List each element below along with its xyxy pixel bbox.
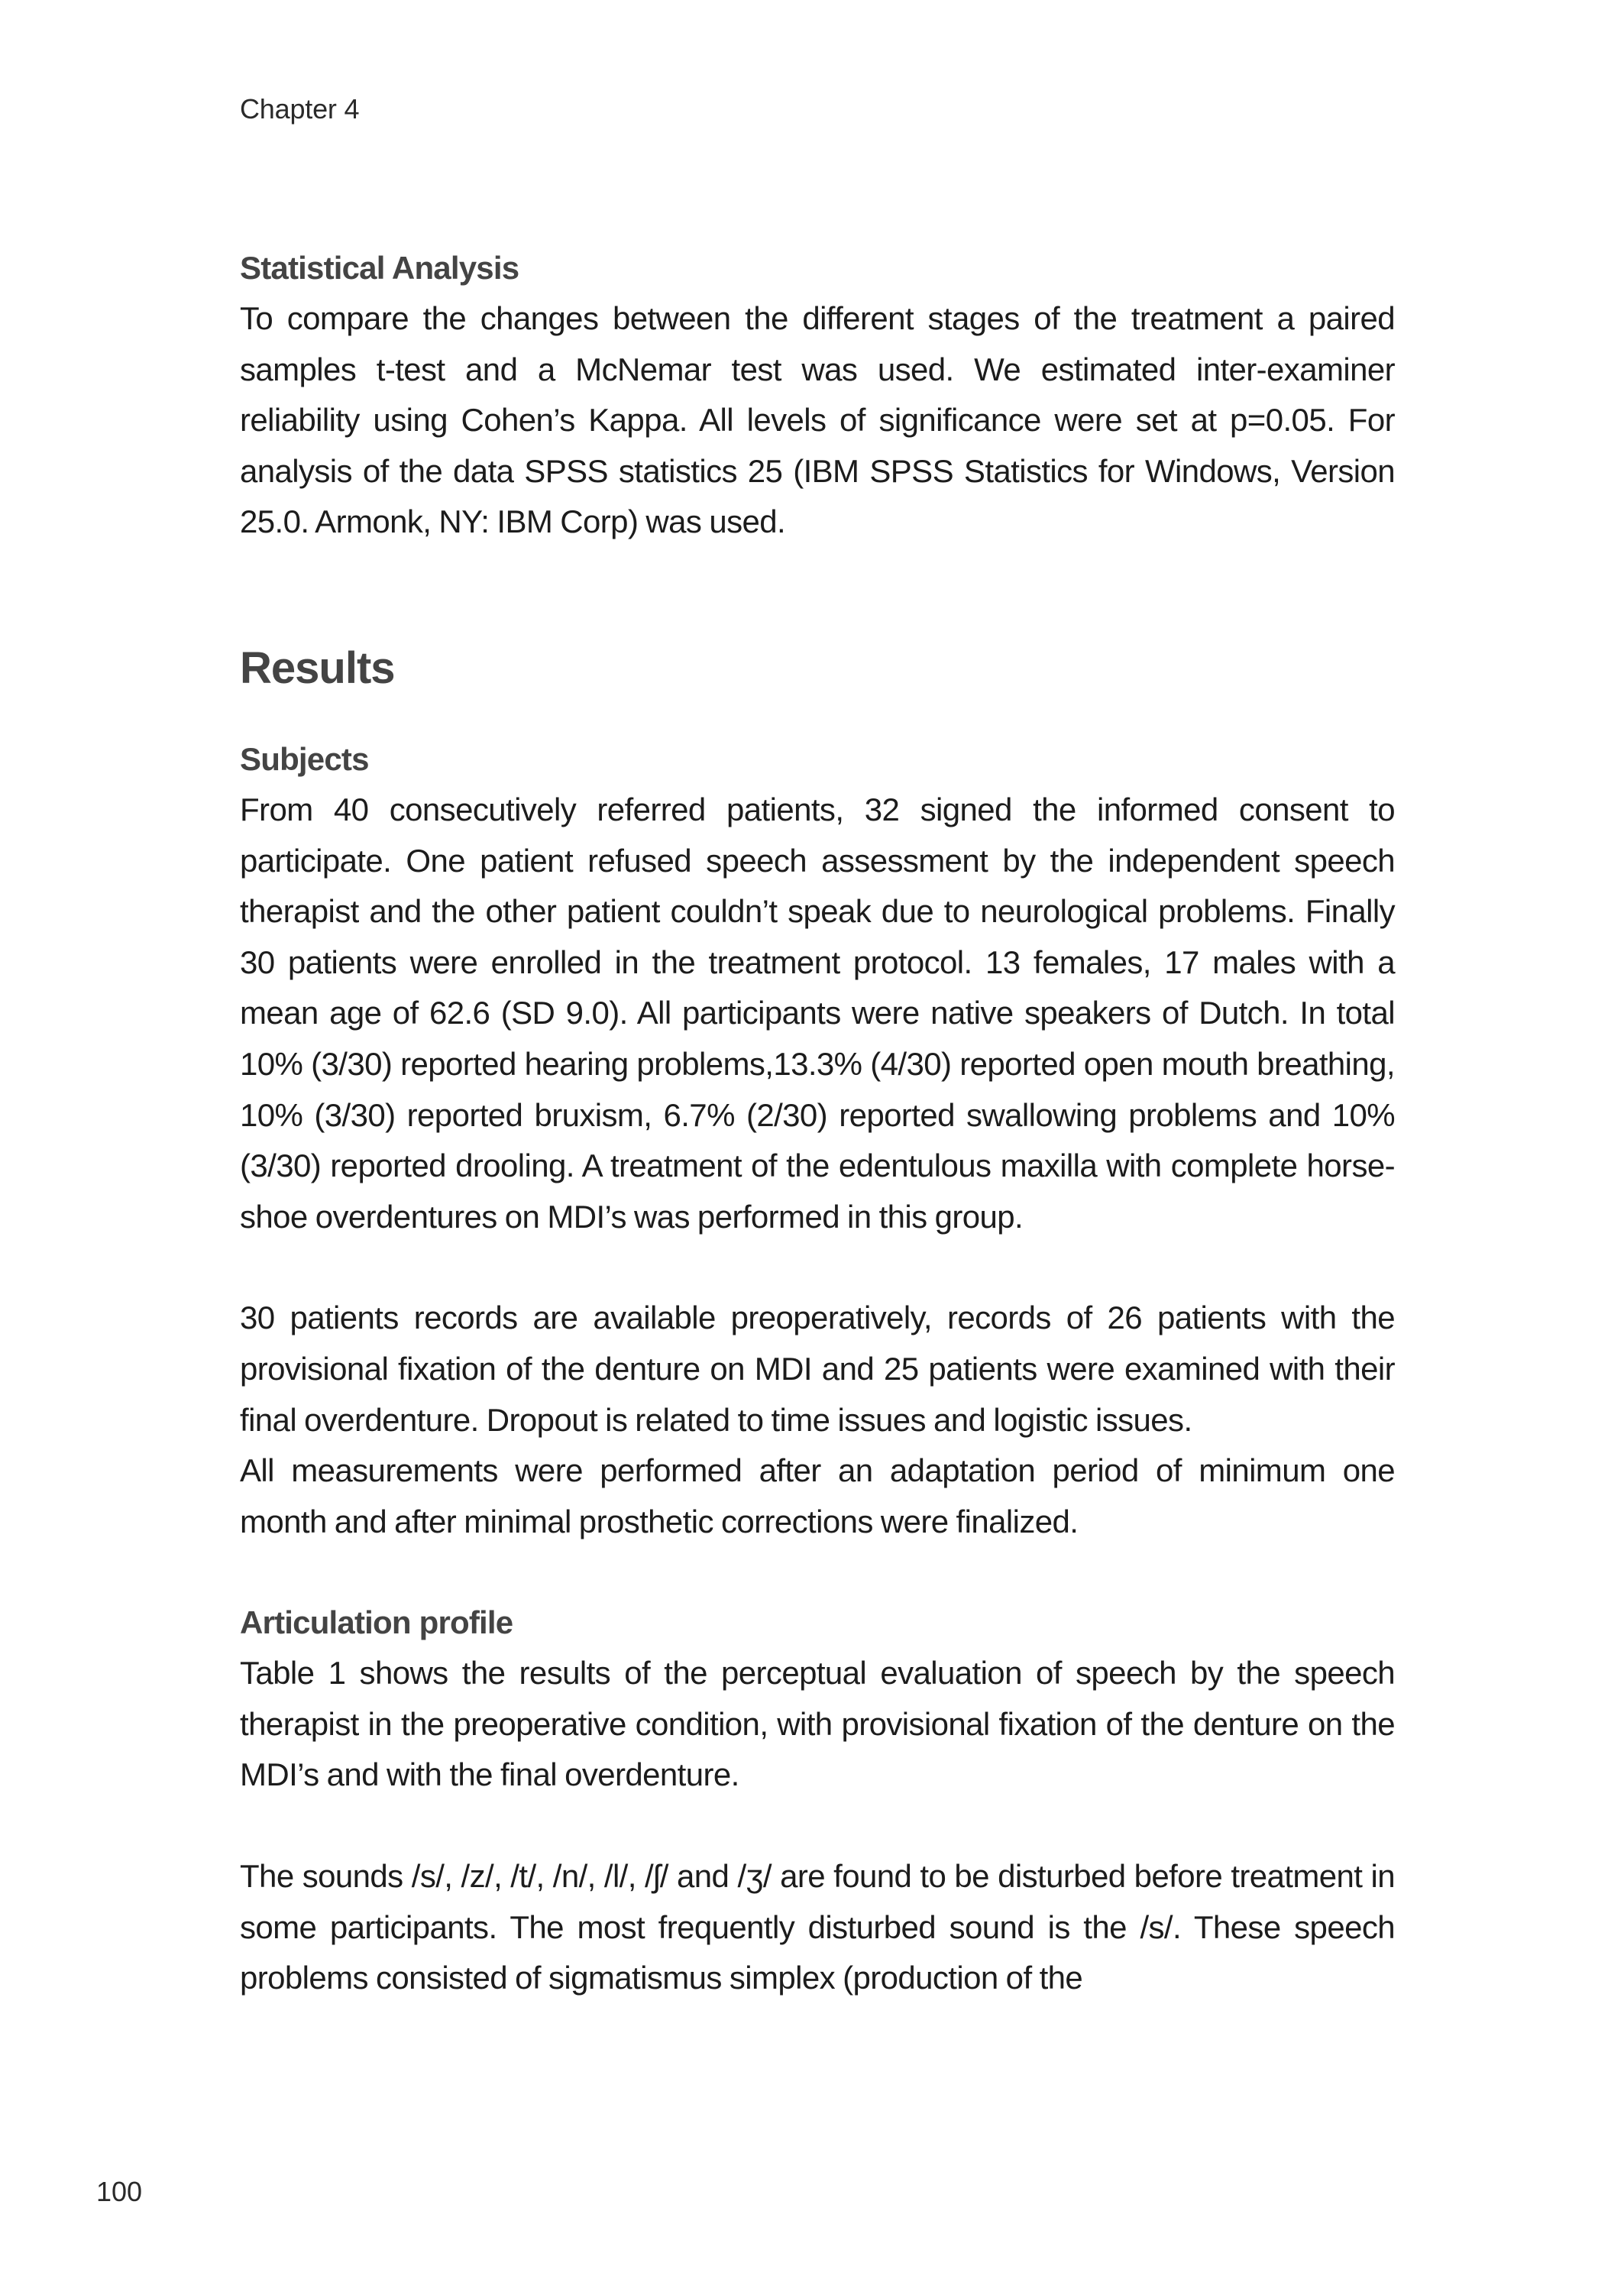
subjects-paragraph-2-line-2: All measurements were performed after an adaptation period of minimum one month and after minimal prosthetic corrections were finalized. — [240, 1452, 1395, 1539]
results-title: Results — [240, 643, 395, 693]
statistical-analysis-heading: Statistical Analysis — [240, 250, 519, 286]
articulation-paragraph-2: The sounds /s/, /z/, /t/, /n/, /l/, /ʃ/ and /ʒ/ are found to be disturbed before treatment in some participants. The most frequently disturbed sound is the /s/. These speech problems consisted of sigmatismus simplex (production of the — [240, 1858, 1395, 1996]
subjects-paragraph-1: From 40 consecutively referred patients, 32 signed the informed consent to participate. One patient refused speech assessment by the independent speech therapist and the other patient couldn’t speak due to neurological problems. Finally 30 patients were enrolled in the treatment protocol. 13 females, 17 males with a mean age of 62.6 (SD 9.0). All participants were native speakers of Dutch. In total 10% (3/30) reported hearing problems,13.3% (4/30) reported open mouth breathing, 10% (3/30) reported bruxism, 6.7% (2/30) reported swallowing problems and 10% (3/30) reported drooling. A treatment of the edentulous maxilla with complete horse-shoe overdentures on MDI’s was performed in this group. — [240, 791, 1395, 1235]
subjects-heading: Subjects — [240, 740, 369, 777]
articulation-profile-heading: Articulation profile — [240, 1604, 513, 1641]
running-head: Chapter 4 — [240, 93, 360, 125]
subjects-paragraph-2-line-1: 30 patients records are available preoperatively, records of 26 patients with the provisional fixation of the denture on MDI and 25 patients were examined with their final overdenture. Dropout is related to time issues and logistic issues. — [240, 1300, 1395, 1438]
page-content — [240, 243, 1395, 2004]
articulation-paragraph-1: Table 1 shows the results of the perceptual evaluation of speech by the speech therapist in the preoperative condition, with provisional fixation of the denture on the MDI’s and with the final overdenture. — [240, 1655, 1395, 1793]
statistical-analysis-body: To compare the changes between the different stages of the treatment a paired samples t-test and a McNemar test was used. We estimated inter-examiner reliability using Cohen’s Kappa. All levels of significance were set at p=0.05. For analysis of the data SPSS statistics 25 (IBM SPSS Statistics for Windows, Version 25.0. Armonk, NY: IBM Corp) was used. — [240, 300, 1395, 540]
page-number: 100 — [96, 2176, 143, 2207]
